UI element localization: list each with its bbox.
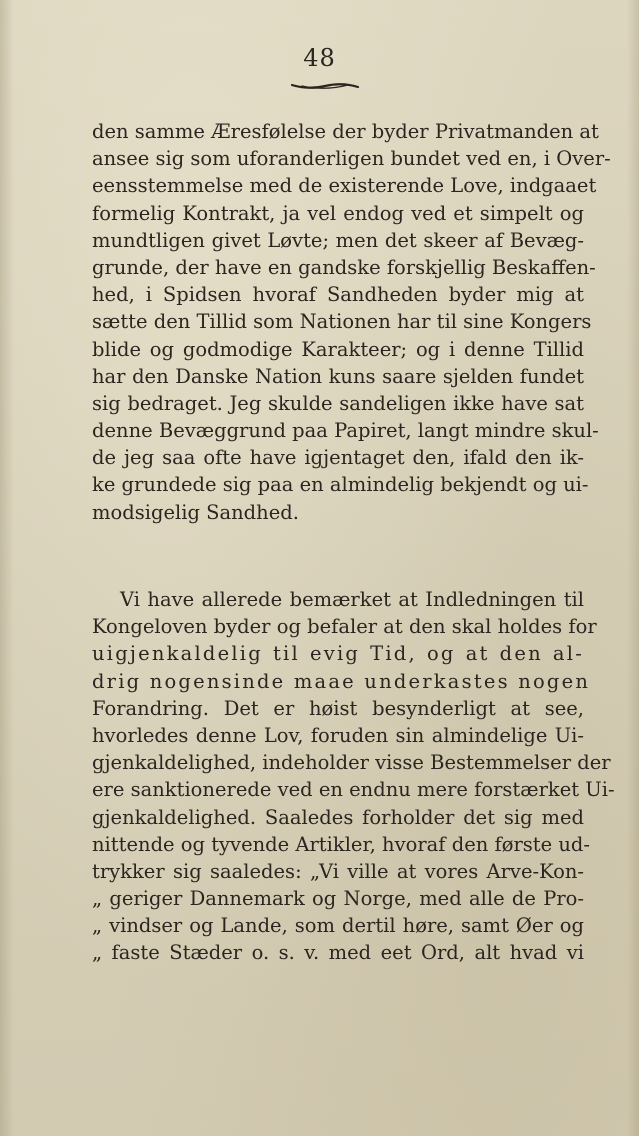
- text-line: gjenkaldelighed. Saaledes forholder det sig med: [92, 805, 584, 829]
- text-line: „ vindser og Lande, som dertil høre, samt Øer og: [92, 914, 584, 938]
- text-line: formelig Kontrakt, ja vel endog ved et simpelt og: [92, 201, 584, 225]
- text-line: hvorledes denne Lov, foruden sin almindelige Ui-: [92, 723, 584, 747]
- text-line: den samme Æresfølelse der byder Privatmanden at: [92, 120, 599, 143]
- text-line: uigjenkaldelig til evig Tid, og at den al-: [92, 642, 584, 666]
- text-line: mundtligen givet Løvte; men det skeer af Bevæg-: [92, 228, 584, 252]
- text-line: sætte den Tillid som Nationen har til sine Kongers: [92, 310, 592, 334]
- text-line: denne Bevæggrund paa Papiret, langt mindre skul-: [92, 419, 599, 443]
- paragraph-1: [92, 118, 611, 526]
- text-line: Vi have allerede bemærket at Indledningen til: [120, 588, 584, 611]
- text-line: Forandring. Det er høist besynderligt at see,: [92, 696, 584, 720]
- text-line: blide og godmodige Karakteer; og i denne Tillid: [92, 337, 584, 361]
- text-line: hed, i Spidsen hvoraf Sandheden byder mig at: [92, 283, 584, 307]
- text-line: de jeg saa ofte have igjentaget den, ifald den ik-: [92, 446, 584, 470]
- text-line: grunde, der have en gandske forskjellig Beskaffen-: [92, 255, 596, 279]
- text-line: Kongeloven byder og befaler at den skal holdes for: [92, 615, 597, 639]
- text-line: eensstemmelse med de existerende Love, indgaaet: [92, 174, 597, 198]
- text-line: drig nogensinde maae underkastes nogen: [92, 669, 591, 693]
- paragraph-2: [92, 586, 615, 967]
- text-line: „ faste Stæder o. s. v. med eet Ord, alt hvad vi: [92, 941, 584, 965]
- text-line: sig bedraget. Jeg skulde sandeligen ikke have sat: [92, 391, 584, 415]
- text-line: „ geriger Dannemark og Norge, med alle de Pro-: [92, 887, 584, 911]
- text-line: ere sanktionerede ved en endnu mere forstærket Ui-: [92, 778, 615, 802]
- text-line: trykker sig saaledes: „Vi ville at vores Arve-Kon-: [92, 859, 584, 883]
- ornament-rule-icon: [290, 78, 360, 92]
- page-number: 48: [303, 44, 336, 72]
- text-line: nittende og tyvende Artikler, hvoraf den første ud-: [92, 832, 590, 856]
- text-line: gjenkaldelighed, indeholder visse Bestemmelser der: [92, 751, 611, 775]
- text-line: ke grundede sig paa en almindelig bekjendt og ui-: [92, 473, 589, 497]
- text-line: modsigelig Sandhed.: [92, 500, 299, 524]
- text-line: ansee sig som uforanderligen bundet ved en, i Over-: [92, 147, 611, 171]
- text-line: har den Danske Nation kuns saare sjelden fundet: [92, 364, 584, 388]
